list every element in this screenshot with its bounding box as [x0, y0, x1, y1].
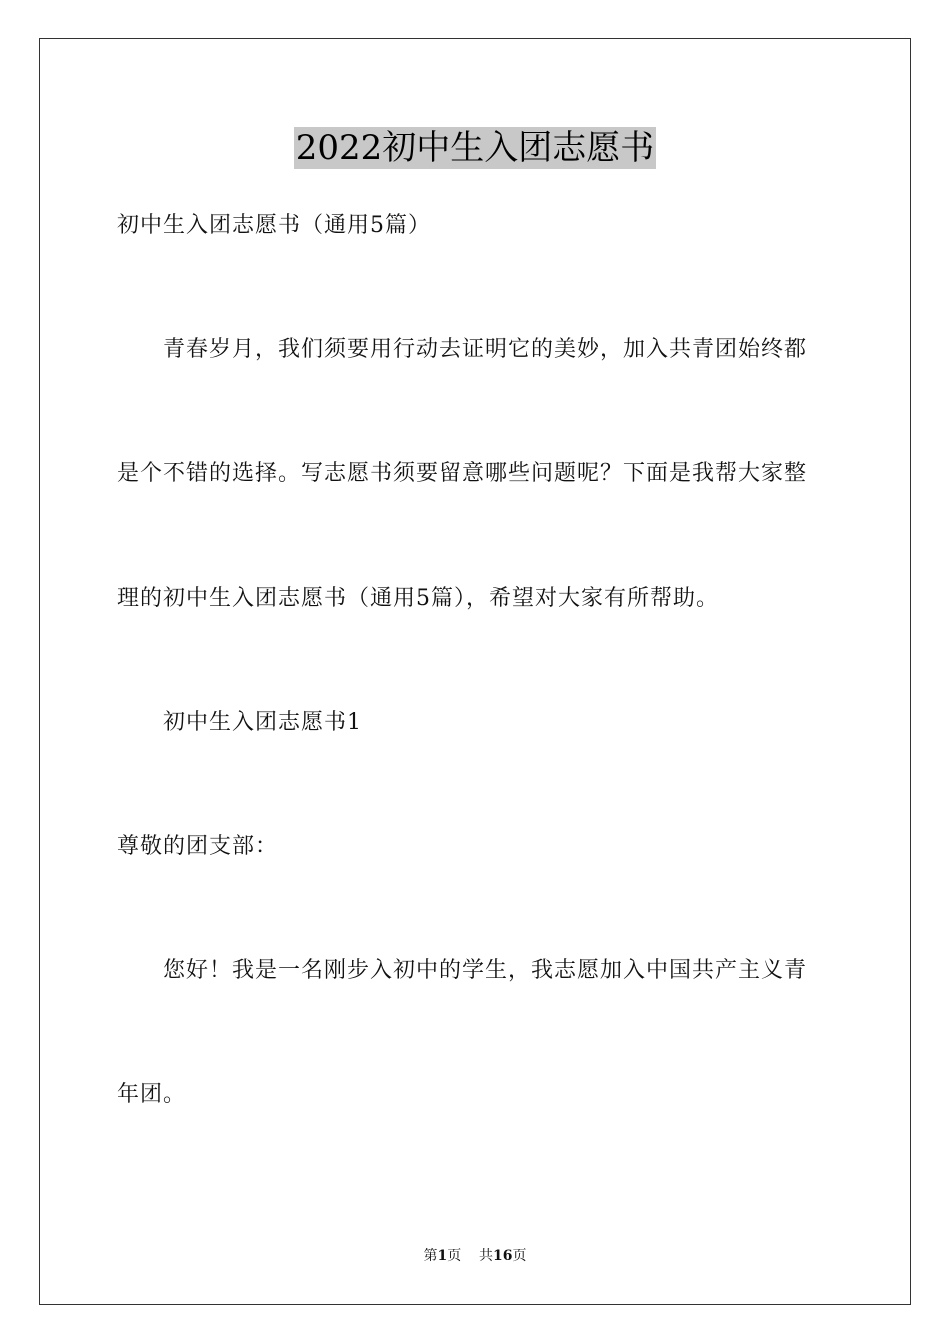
page-footer [0, 1247, 950, 1265]
document-subtitle: 初中生入团志愿书（通用5篇） [117, 213, 431, 238]
document-title: 2022初中生入团志愿书 [295, 128, 655, 168]
footer-total-prefix: 共 [479, 1248, 494, 1264]
salutation: 尊敬的团支部： [117, 834, 279, 859]
intro-paragraph-line-2: 是个不错的选择。写志愿书须要留意哪些问题呢？下面是我帮大家整 [117, 461, 808, 486]
title-container [0, 127, 950, 169]
footer-page-number: 1 [437, 1248, 448, 1264]
footer-total-suffix: 页 [512, 1248, 527, 1264]
intro-paragraph-line-3: 理的初中生入团志愿书（通用5篇），希望对大家有所帮助。 [117, 586, 719, 611]
footer-page-suffix: 页 [447, 1248, 462, 1264]
section-heading: 初中生入团志愿书1 [163, 710, 362, 735]
footer-page-prefix: 第 [423, 1248, 438, 1264]
footer-total-pages: 16 [493, 1248, 513, 1264]
body-paragraph-line-1: 您好！我是一名刚步入初中的学生，我志愿加入中国共产主义青 [163, 958, 808, 983]
intro-paragraph-line-1: 青春岁月，我们须要用行动去证明它的美妙，加入共青团始终都 [163, 337, 808, 362]
body-paragraph-line-2: 年团。 [117, 1082, 187, 1107]
